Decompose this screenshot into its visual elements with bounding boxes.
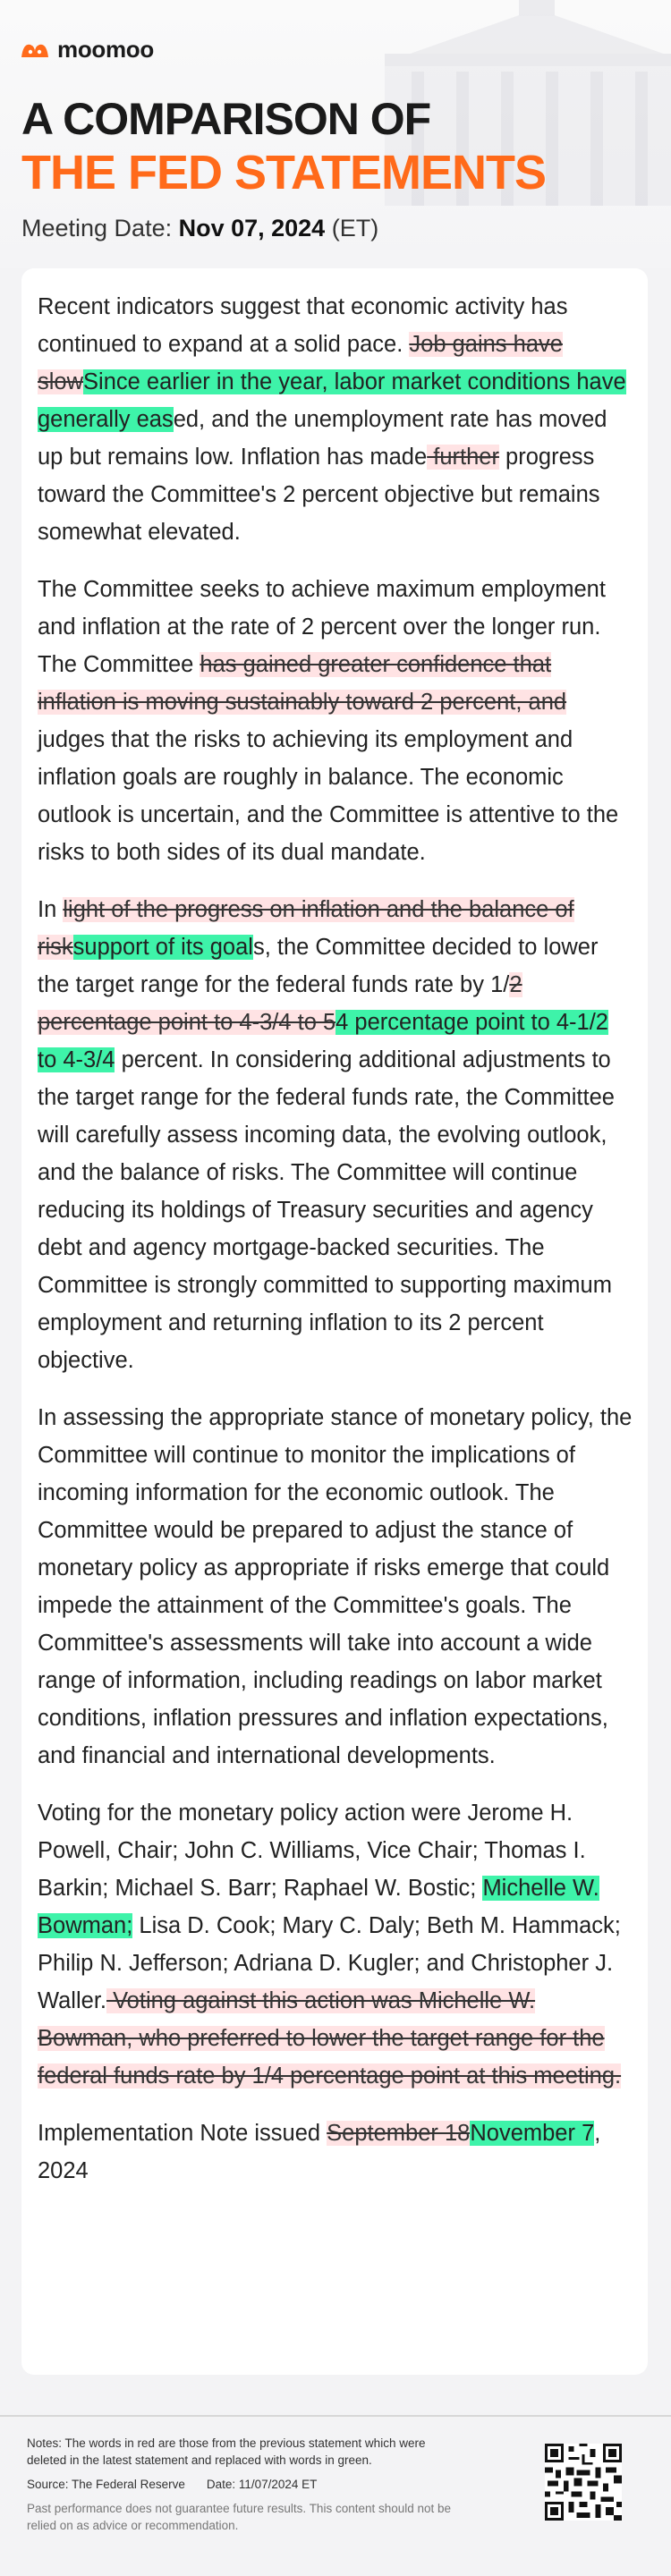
qr-code-icon[interactable] <box>545 2444 622 2521</box>
unchanged-text: percent. In considering additional adjustments to the target range for the federal funds rate, the Committee will carefully assess incoming data, the evolving outlook, and the balance of risks. The Committee will continue reducing its holdings of Treasury securities and agency debt and agency mortgage-backed securities. The Committee is strongly committed to supporting maximum employment and returning inflation to its 2 percent objective. <box>38 1047 615 1373</box>
deleted-text: light of the progress on inflation and the balance of risk <box>38 897 574 960</box>
footer <box>0 2415 671 2576</box>
statement-paragraph <box>38 891 633 1379</box>
unchanged-text: In <box>38 897 64 922</box>
inserted-text: 4 percentage point to 4-1/2 to 4-3/4 <box>38 1010 608 1072</box>
brand-logo <box>20 36 154 64</box>
inserted-text: November 7 <box>470 2121 595 2146</box>
deleted-text: 2 percentage point to 4-3/4 to 5 <box>38 972 522 1035</box>
header <box>0 0 671 268</box>
statement-paragraph <box>38 1794 633 2095</box>
statement-paragraph <box>38 1399 633 1775</box>
title-line-1: A COMPARISON OF <box>21 94 431 144</box>
title-line-2: THE FED STATEMENTS <box>21 146 546 199</box>
statement-card <box>21 268 648 2375</box>
deleted-text: further <box>427 445 499 470</box>
statement-paragraph <box>38 2114 633 2190</box>
unchanged-text: Lisa D. Cook; Mary C. Daly; Beth M. Hammack; Philip N. Jefferson; Adriana D. Kugler; and Christopher J. Waller. <box>38 1913 621 2013</box>
moomoo-logo-icon <box>20 39 50 61</box>
inserted-text: Michelle W. Bowman; <box>38 1876 599 1938</box>
brand-name: moomoo <box>57 36 154 63</box>
unchanged-text: judges that the risks to achieving its employment and inflation goals are roughly in balance. The economic outlook is uncertain, and the Committee is attentive to the risks to both sides of its dual mandate. <box>38 727 619 865</box>
unchanged-text: , 2024 <box>38 2121 601 2183</box>
statement-paragraph <box>38 571 633 871</box>
deleted-text: September 18 <box>327 2121 471 2146</box>
unchanged-text: ed, and the unemployment rate has moved up but remains low. Inflation has made <box>38 407 607 470</box>
meeting-date <box>21 215 378 242</box>
statement-paragraph <box>38 288 633 551</box>
footer-source: Source: The Federal Reserve <box>27 2478 185 2491</box>
unchanged-text: Voting for the monetary policy action were Jerome H. Powell, Chair; John C. Williams, Vice Chair; Thomas I. Barkin; Michael S. Barr; Raphael W. Bostic; <box>38 1801 586 1901</box>
meeting-date-value: Nov 07, 2024 <box>178 215 326 242</box>
meeting-date-tz: (ET) <box>325 215 379 242</box>
unchanged-text: progress toward the Committee's 2 percent objective but remains somewhat elevated. <box>38 445 600 545</box>
unchanged-text: The Committee seeks to achieve maximum employment and inflation at the rate of 2 percent over the longer run. The Committee <box>38 577 606 677</box>
unchanged-text: Recent indicators suggest that economic activity has continued to expand at a solid pace. <box>38 294 568 357</box>
footer-notes: Notes: The words in red are those from the previous statement which were deleted in the latest statement and replaced with words in green. <box>27 2436 426 2467</box>
deleted-text: has gained greater confidence that inflation is moving sustainably toward 2 percent, and <box>38 652 567 715</box>
inserted-text: Since earlier in the year, labor market conditions have generally eas <box>38 369 626 432</box>
unchanged-text: In assessing the appropriate stance of monetary policy, the Committee will continue to monitor the implications of incoming information for the economic outlook. The Committee would be prepared to adjust the stance of monetary policy as appropriate if risks emerge that could impede the attainment of the Committee's goals. The Committee's assessments will take into account a wide range of information, including readings on labor market conditions, inflation pressures and inflation expectations, and financial and international developments. <box>38 1405 633 1768</box>
inserted-text: support of its goal <box>72 935 253 960</box>
footer-disclaimer: Past performance does not guarantee future results. This content should not be relied on as advice or recommendation. <box>27 2502 452 2532</box>
unchanged-text: s, the Committee decided to lower the target range for the federal funds rate by 1/ <box>38 935 599 997</box>
meeting-date-label: Meeting Date: <box>21 215 179 242</box>
deleted-text: Job gains have slow <box>38 332 563 394</box>
unchanged-text: Implementation Note issued <box>38 2121 327 2146</box>
deleted-text: Voting against this action was Michelle W. Bowman, who preferred to lower the target range for the federal funds rate by 1/4 percentage point at this meeting. <box>38 1988 622 2089</box>
footer-date: Date: 11/07/2024 ET <box>206 2478 318 2491</box>
